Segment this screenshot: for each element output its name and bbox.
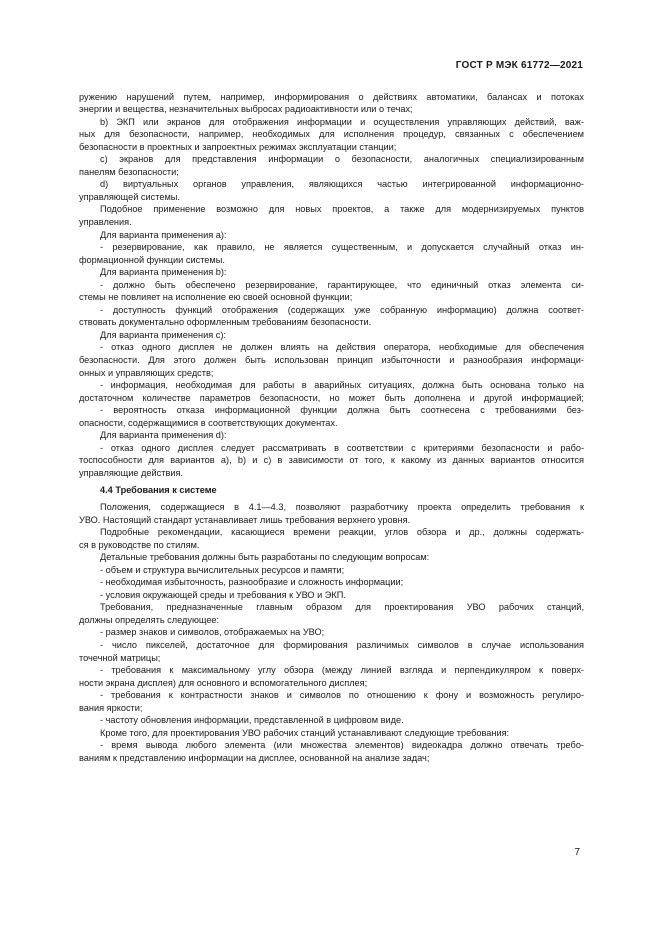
text-line: Подробные рекомендации, касающиеся времени реакции, углов обзора и др., должны содержать- — [100, 527, 584, 538]
text-line: - требования к контрастности знаков и символов по отношению к фону и возможность регулиро- — [100, 690, 584, 701]
text-line: стемы не повлияет на исполнение ею своей основной функции; — [79, 292, 353, 303]
text-line: - отказ одного дисплея не должен влиять на действия оператора, необходимые для обеспечения — [100, 342, 584, 353]
text-line: Положения, содержащиеся в 4.1—4.3, позволяют разработчику проекта определить требования к — [100, 502, 584, 512]
text-line: формационной функции системы. — [79, 254, 225, 265]
text-line: Подобное применение возможно для новых проектов, а также для модернизируемых пунктов — [100, 204, 584, 215]
section-heading: 4.4 Требования к системе — [100, 485, 217, 496]
text-line: ся в руководстве по стилям. — [79, 539, 200, 550]
text-line: энергии и вещества, незначительных выбросах радиоактивности или о течах; — [79, 104, 413, 115]
text-line: - условия окружающей среды и требования к УВО и ЭКП. — [100, 589, 346, 600]
text-line: точечной матрицы; — [79, 652, 161, 663]
text-line: c) экранов для представления информации о безопасности, аналогичных специализированным — [100, 154, 584, 165]
text-line: - отказ одного дисплея следует рассматривать в соответствии с критериями безопасности и рабо- — [100, 442, 584, 453]
text-line: - доступность функций отображения (содержащих уже собранную информацию) должна соответ- — [100, 304, 584, 315]
text-line: УВО. Настоящий стандарт устанавливает лишь требования верхнего уровня. — [79, 514, 411, 525]
text-line: - время вывода любого элемента (или множества элементов) видеокадра должно отвечать требо- — [100, 740, 584, 751]
text-line: ствовать документально оформленным требованиям безопасности. — [79, 317, 372, 328]
text-line: Кроме того, для проектирования УВО рабочих станций устанавливают следующие требования: — [100, 727, 510, 738]
text-line: d) виртуальных органов управления, являющихся частью интегрированной информационно- — [100, 179, 584, 190]
text-line: должны определять следующее: — [79, 614, 220, 625]
text-line: безопасности в проектных и запроектных режимах эксплуатации станции; — [79, 141, 397, 152]
text-line: Для варианта применения b): — [100, 267, 227, 278]
document-body — [79, 91, 584, 765]
text-line: Для варианта применения с): — [100, 329, 226, 340]
text-line: управления. — [79, 216, 132, 227]
text-line: ружению нарушений путем, например, информирования о действиях автоматики, балансах и потоках — [79, 91, 584, 102]
text-line: вания яркости; — [79, 702, 143, 713]
text-line: управляющие действия. — [79, 467, 183, 478]
text-line: Детальные требования должны быть разработаны по следующим вопросам: — [100, 552, 430, 563]
text-line: Для варианта применения d): — [100, 430, 227, 441]
text-line: b) ЭКП или экранов для отображения информации и осуществления управляющих действий, важ- — [100, 116, 584, 127]
text-line: управляющей системы. — [79, 191, 180, 202]
text-line: достаточном количестве параметров безопасности, но может быть дополнена и другой информацией; — [79, 392, 584, 403]
document-header: ГОСТ Р МЭК 61772—2021 — [455, 60, 583, 71]
text-line: опасности, содержащимися в соответствующих документах. — [79, 417, 338, 428]
text-line: Требования, предназначенные главным образом для проектирования УВО рабочих станций, — [100, 602, 584, 613]
text-line: - требования к максимальному углу обзора (между линией взгляда и перпендикуляром к поверх- — [100, 665, 584, 676]
text-line: - должно быть обеспечено резервирование, гарантирующее, что единичный отказ элемента си- — [100, 279, 584, 290]
text-line: панелям безопасности; — [79, 166, 179, 177]
text-line: - резервирование, как правило, не является существенным, и допускается случайный отказ ин- — [100, 242, 584, 253]
text-line: безопасности. Для этого должен быть использован принцип избыточности и разнообразия информаци- — [79, 354, 584, 365]
text-line: - число пикселей, достаточное для формирования различимых символов в случае использования — [100, 640, 584, 651]
text-line: - необходимая избыточность, разнообразие и сложность информации; — [100, 577, 404, 588]
text-line: тоспособности для вариантов а), b) и с) в зависимости от того, к какому из данных вариантов относится — [79, 455, 584, 466]
text-line: ности экрана дисплея) для основного и вспомогательного дисплея; — [79, 677, 368, 688]
page-number: 7 — [574, 847, 580, 858]
text-line: онных и управляющих средств; — [79, 367, 214, 378]
text-line: - вероятность отказа информационной функции должна быть соотнесена с требованиями без- — [100, 405, 584, 416]
text-line: ваниям к представлению информации на дисплее, основанной на анализе задач; — [79, 752, 430, 763]
text-line: - частоту обновления информации, представленной в цифровом виде. — [100, 715, 404, 726]
text-line: - информация, необходимая для работы в аварийных ситуациях, должна быть основана только на — [100, 380, 584, 391]
text-line: - объем и структура вычислительных ресурсов и памяти; — [100, 564, 345, 575]
text-line: Для варианта применения а): — [100, 229, 227, 240]
text-line: ных для безопасности, например, необходимых для исполнения процедур, связанных с обеспечением — [79, 129, 584, 140]
text-line: - размер знаков и символов, отображаемых на УВО; — [100, 627, 325, 638]
